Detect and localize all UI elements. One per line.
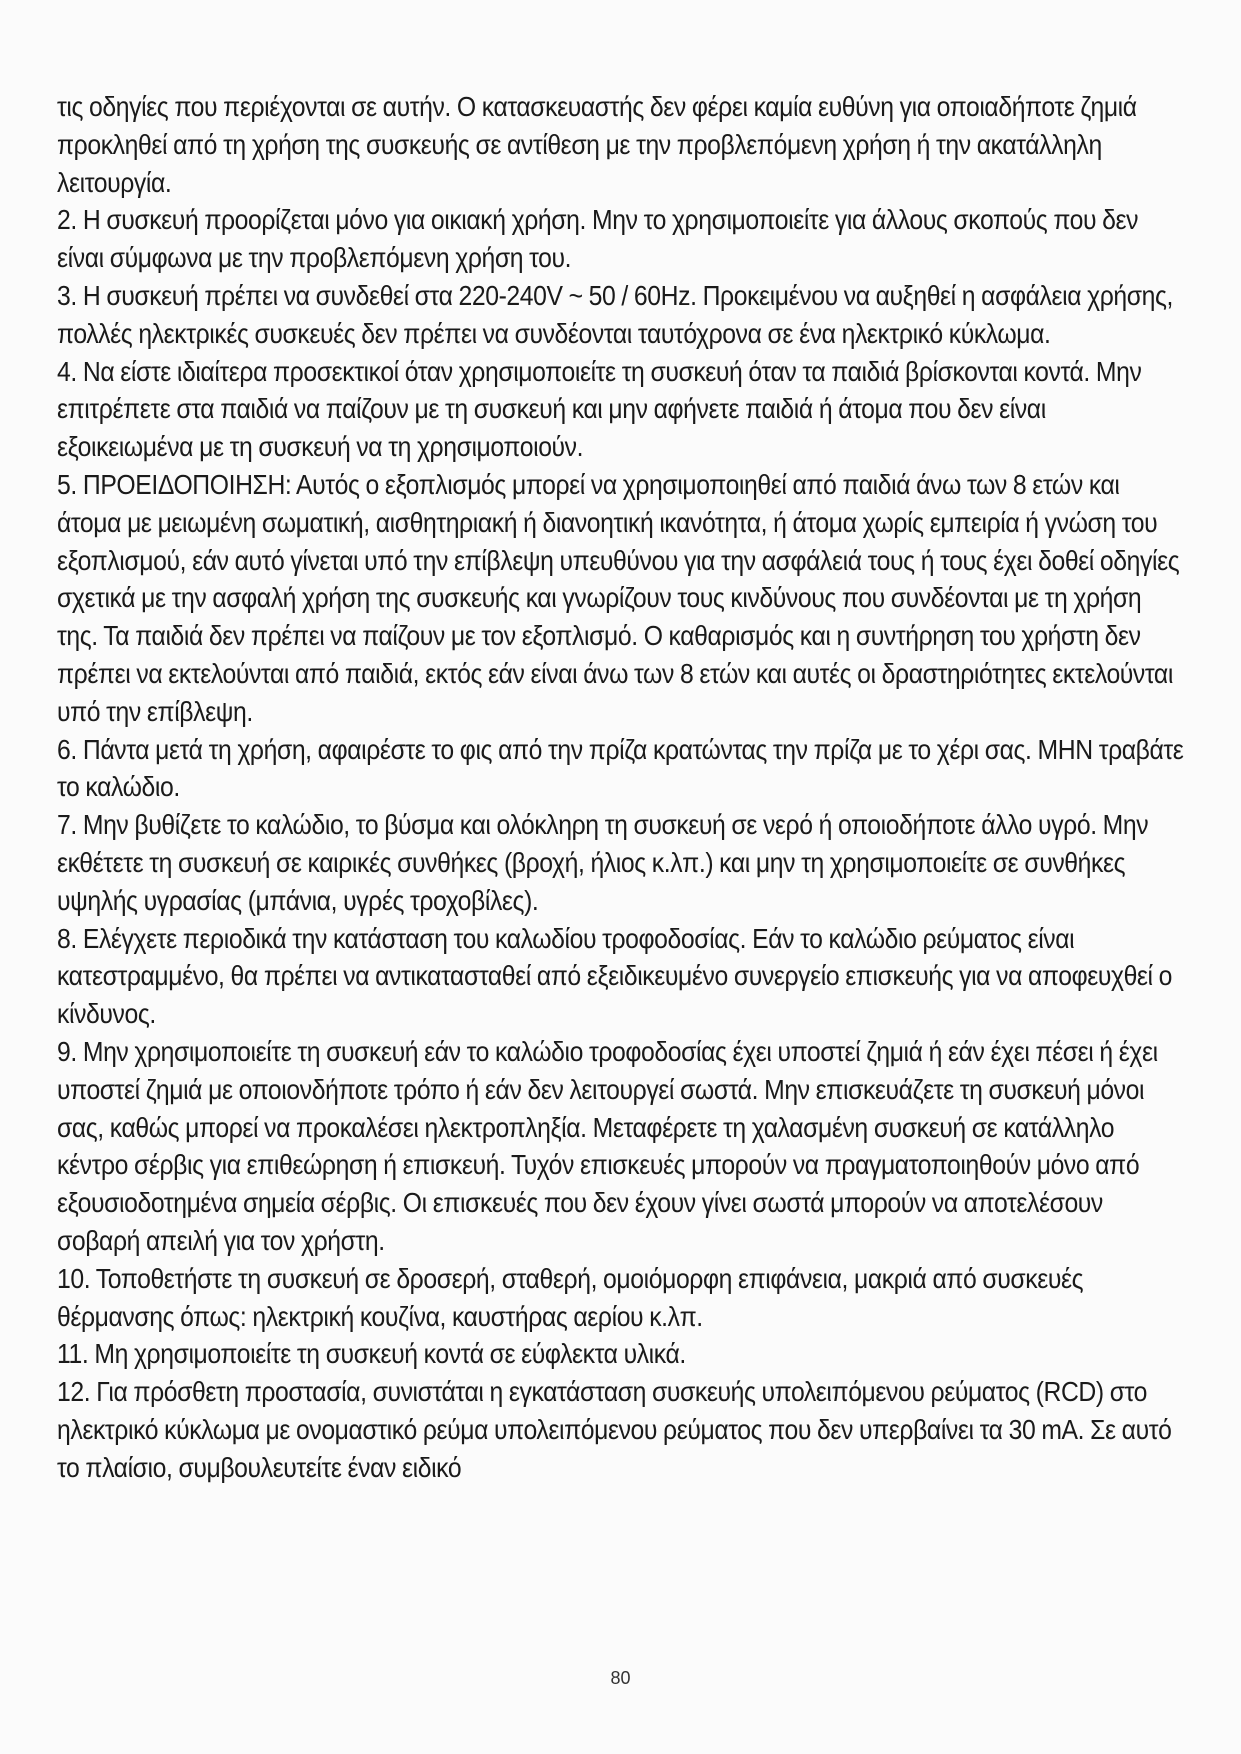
paragraph-item-12: 12. Για πρόσθετη προστασία, συνιστάται η εγκατάσταση συσκευής υπολειπόμενου ρεύματος (RCD) στο ηλεκτρικό κύκλωμα με ονομαστικό ρεύμα υπολειπόμενου ρεύματος που δεν υπερβαίνει τα 30 mA. Σε αυτό το πλαίσιο, συμβουλευτείτε έναν ειδικό xyxy=(57,1376,1172,1483)
paragraph-intro-continued: τις οδηγίες που περιέχονται σε αυτήν. Ο κατασκευαστής δεν φέρει καμία ευθύνη για οποιαδήποτε ζημιά προκληθεί από τη χρήση της συσκευής σε αντίθεση με την προβλεπόμενη χρήση ή την ακατάλληλη λειτουργία. xyxy=(57,91,1137,198)
paragraph-item-2: 2. Η συσκευή προορίζεται μόνο για οικιακή χρήση. Μην το χρησιμοποιείτε για άλλους σκοπούς που δεν είναι σύμφωνα με την προβλεπόμενη χρήση του. xyxy=(57,204,1139,274)
paragraph-item-7: 7. Μην βυθίζετε το καλώδιο, το βύσμα και ολόκληρη τη συσκευή σε νερό ή οποιοδήποτε άλλο υγρό. Μην εκθέτετε τη συσκευή σε καιρικές συνθήκες (βροχή, ήλιος κ.λπ.) και μην τη χρησιμοποιείτε σε συνθήκες υψηλής υγρασίας (μπάνια, υγρές τροχοβίλες). xyxy=(57,809,1149,916)
paragraph-item-9: 9. Μην χρησιμοποιείτε τη συσκευή εάν το καλώδιο τροφοδοσίας έχει υποστεί ζημιά ή εάν έχει πέσει ή έχει υποστεί ζημιά με οποιονδήποτε τρόπο ή εάν δεν λειτουργεί σωστά. Μην επισκευάζετε τη συσκευή μόνοι σας, καθώς μπορεί να προκαλέσει ηλεκτροπληξία. Μεταφέρετε τη χαλασμένη συσκευή σε κατάλληλο κέντρο σέρβις για επιθεώρηση ή επισκευή. Τυχόν επισκευές μπορούν να πραγματοποιηθούν μόνο από εξουσιοδοτημένα σημεία σέρβις. Οι επισκευές που δεν έχουν γίνει σωστά μπορούν να αποτελέσουν σοβαρή απειλή για τον χρήστη. xyxy=(57,1035,1158,1256)
page-body xyxy=(57,88,1187,1486)
paragraph-item-3: 3. Η συσκευή πρέπει να συνδεθεί στα 220-240V ~ 50 / 60Hz. Προκειμένου να αυξηθεί η ασφάλεια χρήσης, πολλές ηλεκτρικές συσκευές δεν πρέπει να συνδέονται ταυτόχρονα σε ένα ηλεκτρικό κύκλωμα. xyxy=(57,279,1173,349)
paragraph-item-8: 8. Ελέγχετε περιοδικά την κατάσταση του καλωδίου τροφοδοσίας. Εάν το καλώδιο ρεύματος είναι κατεστραμμένο, θα πρέπει να αντικατασταθεί από εξειδικευμένο συνεργείο επισκευής για να αποφευχθεί ο κίνδυνος. xyxy=(57,922,1173,1030)
paragraph-item-10: 10. Τοποθετήστε τη συσκευή σε δροσερή, σταθερή, ομοιόμορφη επιφάνεια, μακριά από συσκευές θέρμανσης όπως: ηλεκτρική κουζίνα, καυστήρας αερίου κ.λπ. xyxy=(57,1262,1084,1332)
paragraph-item-4: 4. Να είστε ιδιαίτερα προσεκτικοί όταν χρησιμοποιείτε τη συσκευή όταν τα παιδιά βρίσκονται κοντά. Μην επιτρέπετε στα παιδιά να παίζουν με τη συσκευή και μην αφήνετε παιδιά ή άτομα που δεν είναι εξοικειωμένα με τη συσκευή να τη χρησιμοποιούν. xyxy=(57,355,1142,463)
paragraph-item-6: 6. Πάντα μετά τη χρήση, αφαιρέστε το φις από την πρίζα κρατώντας την πρίζα με το χέρι σας. ΜΗΝ τραβάτε το καλώδιο. xyxy=(57,733,1184,803)
paragraph-item-5: 5. ΠΡΟΕΙΔΟΠΟΙΗΣΗ: Αυτός ο εξοπλισμός μπορεί να χρησιμοποιηθεί από παιδιά άνω των 8 ετών και άτομα με μειωμένη σωματική, αισθητηριακή ή διανοητική ικανότητα, ή άτομα χωρίς εμπειρία ή γνώση του εξοπλισμού, εάν αυτό γίνεται υπό την επίβλεψη υπευθύνου για την ασφάλειά τους ή τους έχει δοθεί οδηγίες σχετικά με την ασφαλή χρήση της συσκευής και γνωρίζουν τους κινδύνους που συνδέονται με τη χρήση της. Τα παιδιά δεν πρέπει να παίζουν με τον εξοπλισμό. Ο καθαρισμός και η συντήρηση του χρήστη δεν πρέπει να εκτελούνται από παιδιά, εκτός εάν είναι άνω των 8 ετών και αυτές οι δραστηριότητες εκτελούνται υπό την επίβλεψη. xyxy=(57,468,1180,727)
page-number: 80 xyxy=(610,1668,631,1688)
paragraph-item-11: 11. Μη χρησιμοποιείτε τη συσκευή κοντά σε εύφλεκτα υλικά. xyxy=(57,1338,686,1370)
